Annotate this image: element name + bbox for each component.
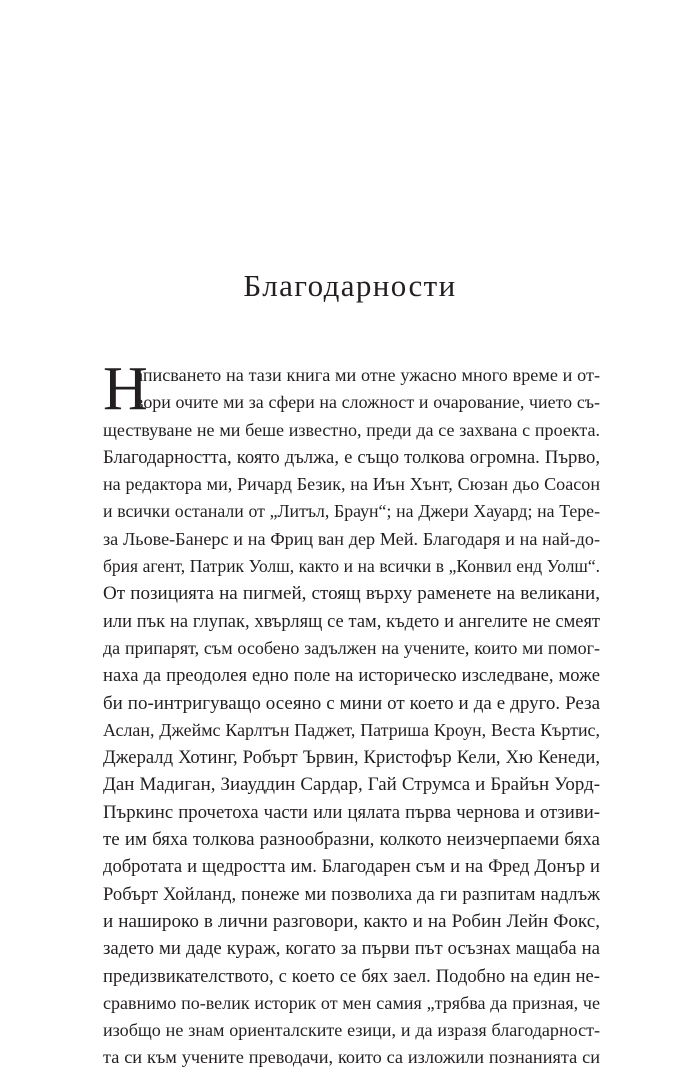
text-line: наха да преодолея едно поле на историческо изследване, може [103,665,600,687]
text-line: та си към учените преводачи, които са изложили познанията си [103,1047,600,1068]
text-line: и всички останали от „Литъл, Браун“; на Джери Хауард; на Тере- [103,501,600,522]
text-line: задето ми даде кураж, когато за първи път осъзнах мащаба на [103,938,600,960]
text-line: Пъркинс прочетоха части или цялата първа чернова и отзиви- [103,801,600,823]
text-line: изобщо не знам ориенталските езици, и да изразя благодарност- [103,1020,600,1041]
text-line: Джералд Хотинг, Робърт Ървин, Кристофър Кели, Хю Кенеди, [103,747,600,769]
text-line: или пък на глупак, хвърлящ се там, където и ангелите не смеят [103,610,600,631]
text-line: Благодарността, която дължа, е също толкова огромна. Първо, [103,446,600,468]
text-line: аписването на тази книга ми отне ужасно много време и от- [135,365,600,385]
drop-cap-letter: Н [103,355,148,423]
text-line: брия агент, Патрик Уолш, както и на всички в „Конвил енд Уолш“. [103,556,600,577]
text-line: на редактора ми, Ричард Безик, на Иън Хънт, Сюзан дьо Соасон [103,474,600,495]
text-line: и нашироко в лични разговори, както и на Робин Лейн Фокс, [103,910,600,932]
text-line: добротата и щедростта им. Благодарен съм и на Фред Донър и [103,856,600,878]
text-line: те им бяха толкова разнообразни, колкото неизчерпаеми бяха [103,829,600,851]
text-line: Аслан, Джеймс Карлтън Паджет, Патриша Кроун, Веста Къртис, [103,719,600,740]
text-line: ществуване не ми беше известно, преди да се захвана с проекта. [103,419,600,440]
text-line: за Льове-Банерс и на Фриц ван дер Мей. Благодаря и на най-до- [103,528,600,549]
text-line: би по-интригуващо осеяно с мини от което и да е друго. Реза [103,692,600,714]
text-line: вори очите ми за сфери на сложност и очарование, чието съ- [135,392,600,413]
body-paragraph [103,362,600,1072]
text-line: От позицията на пигмей, стоящ върху раменете на великани, [103,583,600,605]
text-line: предизвикателството, с което се бях заел. Подобно на един не- [103,965,600,987]
text-line: Робърт Хойланд, понеже ми позволиха да ги разпитам надлъж [103,883,600,905]
text-line: Дан Мадиган, Зиауддин Сардар, Гай Струмса и Брайън Уорд- [103,774,600,796]
text-line: да припарят, съм особено задължен на учените, които ми помог- [103,637,600,658]
text-line: сравнимо по-велик историк от мен самия „трябва да призная, че [103,992,600,1013]
chapter-title: Благодарности [243,268,457,303]
